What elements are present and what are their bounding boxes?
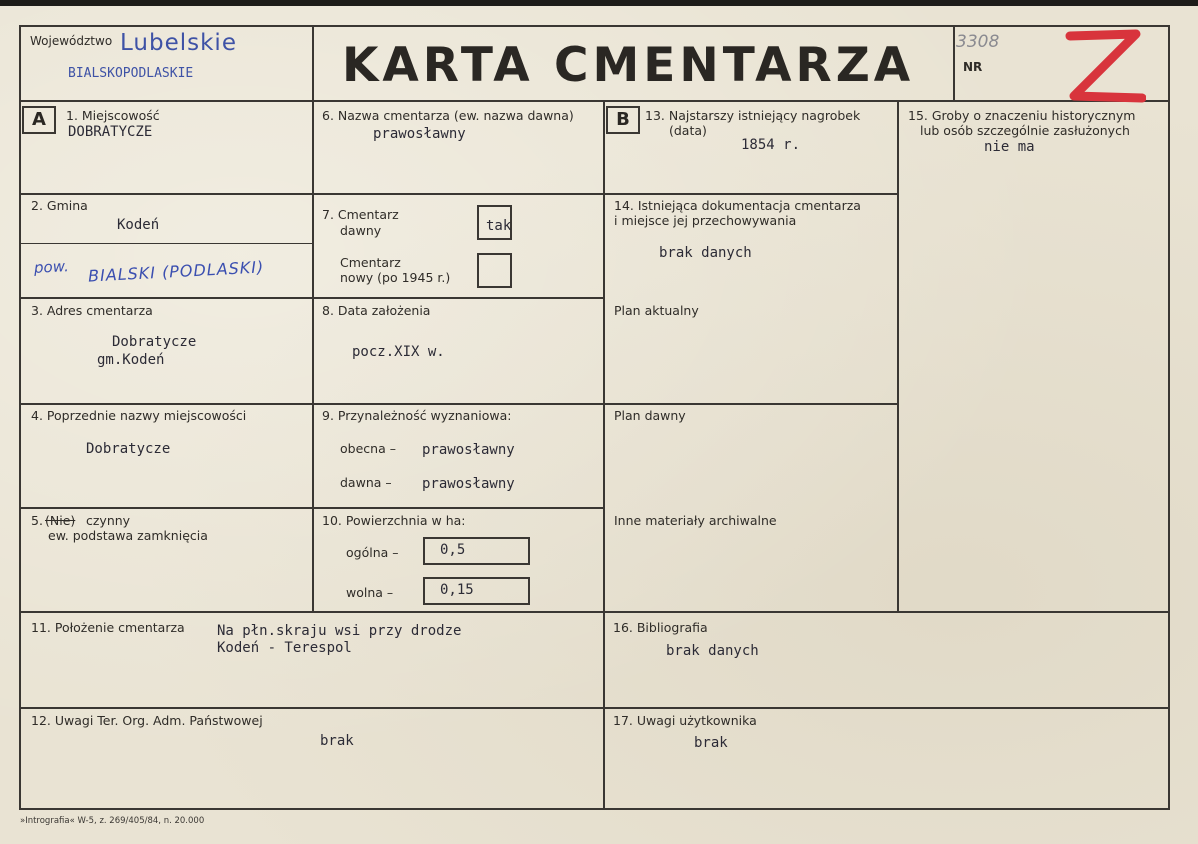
divider bbox=[312, 27, 314, 611]
section-b-letter: B bbox=[606, 106, 640, 134]
f6-value: prawosławny bbox=[373, 126, 466, 142]
f10-ogolna-value: 0,5 bbox=[440, 542, 466, 558]
divider bbox=[21, 707, 1168, 709]
divider bbox=[21, 193, 899, 195]
f10-ogolna-label: ogólna – bbox=[346, 545, 399, 560]
handwritten-pow-prefix: pow. bbox=[33, 257, 70, 277]
nr-label: NR bbox=[963, 60, 983, 74]
divider bbox=[21, 243, 313, 244]
wojewodztwo-label: Województwo bbox=[30, 34, 113, 48]
page-title: KARTA CMENTARZA bbox=[342, 38, 915, 93]
f3-label: 3. Adres cmentarza bbox=[31, 303, 153, 318]
divider bbox=[21, 100, 1168, 102]
f11-value-line2: Kodeń - Terespol bbox=[217, 640, 352, 656]
wojewodztwo-typed: BIALSKOPODLASKIE bbox=[68, 66, 194, 81]
f15-label-line2: lub osób szczególnie zasłużonych bbox=[920, 123, 1130, 138]
f10-label: 10. Powierzchnia w ha: bbox=[322, 513, 466, 528]
wojewodztwo-stamp: Lubelskie bbox=[120, 30, 237, 56]
plan-dawny-label: Plan dawny bbox=[614, 408, 686, 423]
f4-value: Dobratycze bbox=[86, 441, 171, 457]
f7-label-dawny-2: dawny bbox=[340, 223, 382, 238]
inne-materialy-label: Inne materiały archiwalne bbox=[614, 513, 777, 528]
section-a-letter: A bbox=[22, 106, 56, 134]
f16-label: 16. Bibliografia bbox=[613, 620, 708, 635]
f13-label-line2: (data) bbox=[669, 123, 707, 138]
f15-label-line1: 15. Groby o znaczeniu historycznym bbox=[908, 108, 1136, 123]
f7-label-dawny-1: 7. Cmentarz bbox=[322, 207, 399, 222]
f7-label-nowy-1: Cmentarz bbox=[340, 255, 401, 270]
f8-value: pocz.XIX w. bbox=[352, 344, 445, 360]
f9-obecna-label: obecna – bbox=[340, 441, 396, 456]
f9-dawna-value: prawosławny bbox=[422, 476, 515, 492]
f5-label-strike: (Nie) bbox=[45, 513, 76, 528]
f2-value: Kodeń bbox=[117, 217, 160, 233]
f17-value: brak bbox=[694, 735, 728, 751]
f5-label-line2: ew. podstawa zamknięcia bbox=[48, 528, 208, 543]
f11-value-line1: Na płn.skraju wsi przy drodze bbox=[217, 623, 462, 639]
f16-value: brak danych bbox=[666, 643, 759, 659]
f14-value: brak danych bbox=[659, 245, 752, 261]
f14-label-line2: i miejsce jej przechowywania bbox=[614, 213, 797, 228]
f3-value-line1: Dobratycze bbox=[112, 334, 197, 350]
f9-dawna-label: dawna – bbox=[340, 475, 392, 490]
f8-label: 8. Data założenia bbox=[322, 303, 431, 318]
f6-label: 6. Nazwa cmentarza (ew. nazwa dawna) bbox=[322, 108, 574, 123]
f7-nowy-checkbox[interactable] bbox=[477, 253, 512, 288]
f4-label: 4. Poprzednie nazwy miejscowości bbox=[31, 408, 247, 423]
plan-aktualny-label: Plan aktualny bbox=[614, 303, 699, 318]
f12-label: 12. Uwagi Ter. Org. Adm. Państwowej bbox=[31, 713, 263, 728]
divider bbox=[603, 100, 605, 810]
f14-label-line1: 14. Istniejąca dokumentacja cmentarza bbox=[614, 198, 861, 213]
f7-label-nowy-2: nowy (po 1945 r.) bbox=[340, 270, 451, 285]
divider bbox=[21, 403, 899, 405]
divider bbox=[897, 100, 899, 612]
f10-wolna-label: wolna – bbox=[346, 585, 394, 600]
f17-label: 17. Uwagi użytkownika bbox=[613, 713, 757, 728]
f5-label-prefix: 5. bbox=[31, 513, 43, 528]
printer-footer: »Intrografia« W-5, z. 269/405/84, n. 20.000 bbox=[20, 816, 205, 826]
top-edge bbox=[0, 0, 1198, 6]
f9-obecna-value: prawosławny bbox=[422, 442, 515, 458]
f12-value: brak bbox=[320, 733, 354, 749]
f13-label-line1: 13. Najstarszy istniejący nagrobek bbox=[645, 108, 861, 123]
divider bbox=[953, 27, 955, 101]
f1-label: 1. Miejscowość bbox=[66, 108, 160, 123]
f11-label: 11. Położenie cmentarza bbox=[31, 620, 185, 635]
f10-wolna-value: 0,15 bbox=[440, 582, 474, 598]
f15-value: nie ma bbox=[984, 139, 1035, 155]
f7-dawny-value: tak bbox=[486, 218, 512, 234]
pencil-number: 3308 bbox=[956, 32, 1000, 52]
f3-value-line2: gm.Kodeń bbox=[97, 352, 165, 368]
handwritten-pow-value: BIALSKI (PODLASKI) bbox=[87, 257, 265, 286]
f13-value: 1854 r. bbox=[741, 137, 801, 153]
f9-label: 9. Przynależność wyznaniowa: bbox=[322, 408, 512, 423]
red-z-mark bbox=[1062, 28, 1146, 106]
f2-label: 2. Gmina bbox=[31, 198, 88, 213]
f5-label-rest: czynny bbox=[86, 513, 131, 528]
divider bbox=[21, 611, 1168, 613]
f1-value: DOBRATYCZE bbox=[68, 124, 153, 140]
